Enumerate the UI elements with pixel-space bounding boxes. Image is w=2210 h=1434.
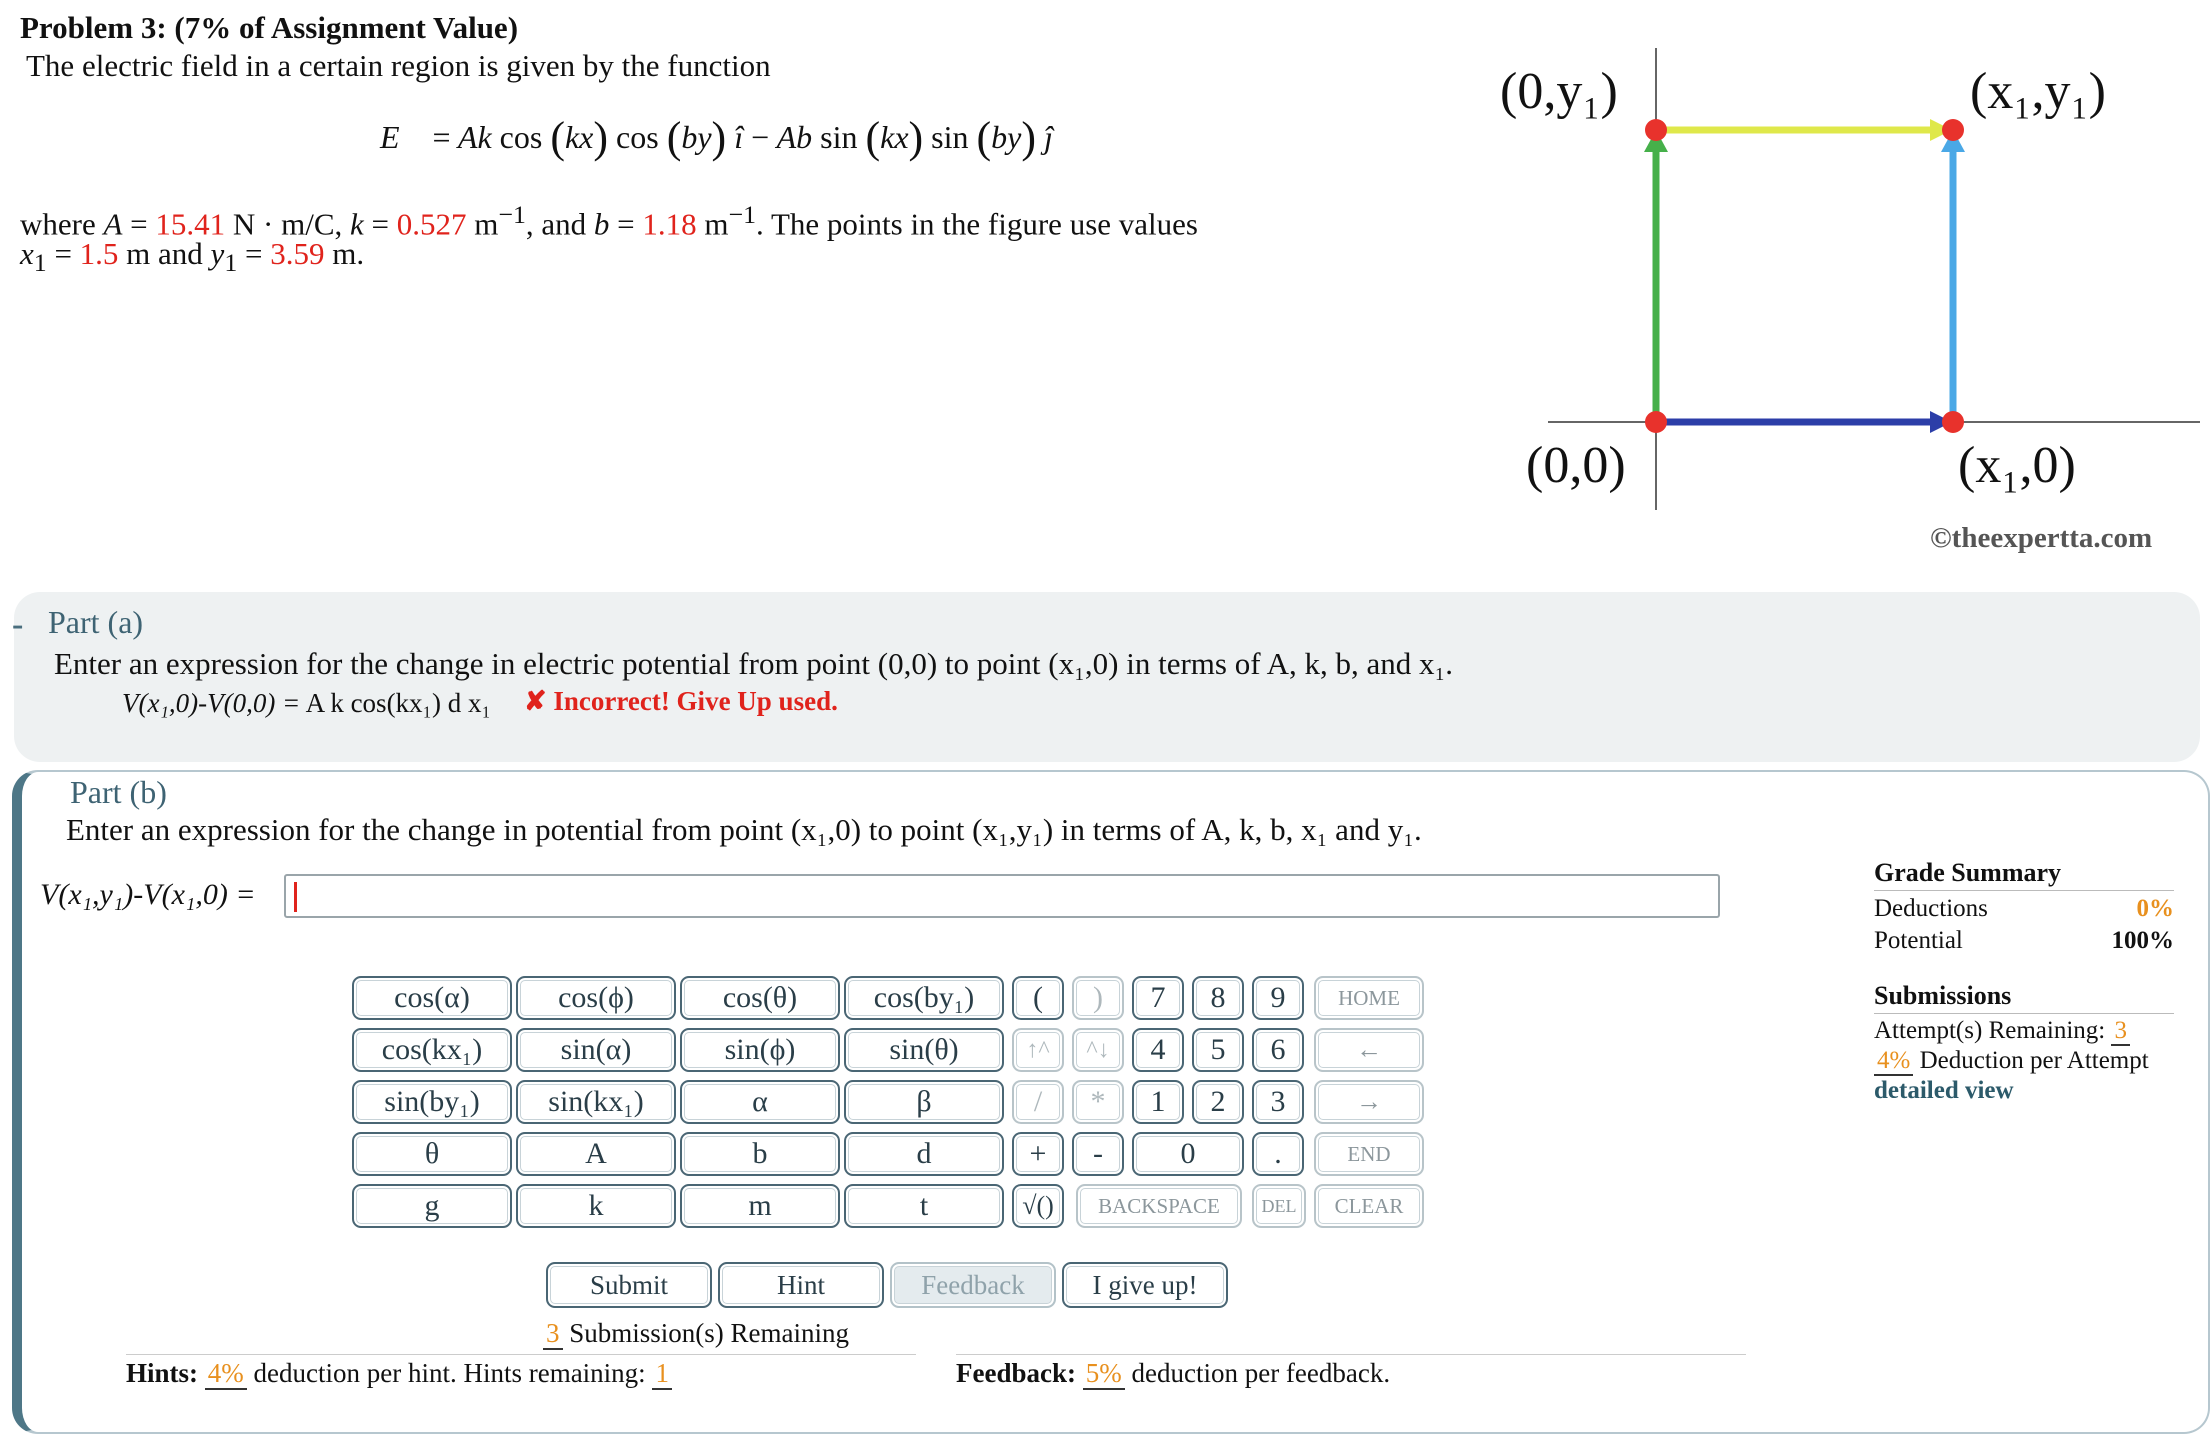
key-left-arrow[interactable]: ← <box>1314 1028 1424 1072</box>
point-x1-0 <box>1942 411 1964 433</box>
text-cursor <box>294 882 297 912</box>
key-m[interactable]: m <box>680 1184 840 1228</box>
collapse-part-a-toggle[interactable]: - <box>12 606 24 643</box>
part-a-title[interactable]: Part (a) <box>48 604 144 640</box>
attempt-deduction-text: Deduction per Attempt <box>1919 1047 2149 1074</box>
key-cos-phi[interactable]: cos(ϕ) <box>516 976 676 1020</box>
key-1[interactable]: 1 <box>1132 1080 1184 1124</box>
key-cos-theta[interactable]: cos(θ) <box>680 976 840 1020</box>
key-del[interactable]: DEL <box>1252 1184 1306 1228</box>
path-figure <box>1500 30 2210 560</box>
problem-title: Problem 3: (7% of Assignment Value) <box>20 10 519 45</box>
key-8[interactable]: 8 <box>1192 976 1244 1020</box>
key-minus[interactable]: - <box>1072 1132 1124 1176</box>
attempt-deduction <box>1874 1046 2174 1076</box>
value-b: 1.18 <box>642 206 697 242</box>
detailed-view-link[interactable]: detailed view <box>1874 1077 2014 1104</box>
grade-summary-title: Grade Summary <box>1874 858 2062 887</box>
part-a-answer-label: V(x₁,0)-V(0,0) = <box>122 688 301 718</box>
potential-row <box>1874 925 2174 957</box>
key-alpha[interactable]: α <box>680 1080 840 1124</box>
key-k[interactable]: k <box>516 1184 676 1228</box>
key-home[interactable]: HOME <box>1314 976 1424 1020</box>
feedback-button[interactable]: Feedback <box>890 1262 1056 1308</box>
potential-value: 100% <box>2111 927 2174 954</box>
key-sin-alpha[interactable]: sin(α) <box>516 1028 676 1072</box>
submit-button[interactable]: Submit <box>546 1262 712 1308</box>
hints-label: Hints: <box>126 1358 199 1388</box>
submissions-count: 3 <box>543 1318 563 1350</box>
submissions-remaining <box>543 1318 849 1349</box>
key-sin-phi[interactable]: sin(ϕ) <box>680 1028 840 1072</box>
key-beta[interactable]: β <box>844 1080 1004 1124</box>
value-k: 0.527 <box>396 206 467 242</box>
part-a-status-message: ✘ Incorrect! Give Up used. <box>524 686 838 716</box>
key-2[interactable]: 2 <box>1192 1080 1244 1124</box>
key-sqrt[interactable]: √() <box>1012 1184 1064 1228</box>
part-b-title[interactable]: Part (b) <box>70 774 167 810</box>
hints-remaining: 1 <box>652 1358 672 1390</box>
deductions-row <box>1874 893 2174 925</box>
key-3[interactable]: 3 <box>1252 1080 1304 1124</box>
value-A: 15.41 <box>155 206 226 242</box>
deductions-value: 0% <box>2136 895 2174 922</box>
potential-label: Potential <box>1874 927 1963 954</box>
key-right-arrow[interactable]: → <box>1314 1080 1424 1124</box>
feedback-info <box>956 1358 1390 1389</box>
key-multiply[interactable]: * <box>1072 1080 1124 1124</box>
hints-info <box>126 1358 672 1389</box>
key-end[interactable]: END <box>1314 1132 1424 1176</box>
key-t[interactable]: t <box>844 1184 1004 1228</box>
attempts-remaining <box>1874 1016 2174 1046</box>
key-sin-kx1[interactable]: sin(kx₁) <box>516 1080 676 1124</box>
key-4[interactable]: 4 <box>1132 1028 1184 1072</box>
key-theta[interactable]: θ <box>352 1132 512 1176</box>
key-0[interactable]: 0 <box>1132 1132 1244 1176</box>
figure-copyright: ©theexpertta.com <box>1930 522 2153 554</box>
divider <box>126 1354 916 1355</box>
label-x1-y1: (x₁,y₁) <box>1970 63 2106 120</box>
key-close-paren[interactable]: ) <box>1072 976 1124 1020</box>
feedback-text: deduction per feedback. <box>1131 1358 1391 1388</box>
attempts-label: Attempt(s) Remaining: <box>1874 1017 2106 1044</box>
key-open-paren[interactable]: ( <box>1012 976 1064 1020</box>
part-a-prompt: Enter an expression for the change in electric potential from point (0,0) to point (x₁,0) in terms of A, k, b, and x₁. <box>54 646 1454 681</box>
key-cos-kx1[interactable]: cos(kx₁) <box>352 1028 512 1072</box>
given-values-line-1: where A = 15.41 N · m/C, k = 0.527 $m^{-1}$, and b = 1.18 $m^{-1}$. The points in the figure use values <box>20 200 1198 242</box>
point-x1-y1 <box>1942 119 1964 141</box>
divider <box>956 1354 1746 1355</box>
value-y1: 3.59 <box>270 236 325 271</box>
key-decimal[interactable]: . <box>1252 1132 1304 1176</box>
hints-text: deduction per hint. Hints remaining: <box>253 1358 646 1388</box>
key-5[interactable]: 5 <box>1192 1028 1244 1072</box>
part-b-answer-input[interactable] <box>284 874 1720 918</box>
key-cos-alpha[interactable]: cos(α) <box>352 976 512 1020</box>
grade-summary <box>1874 858 2174 1106</box>
key-g[interactable]: g <box>352 1184 512 1228</box>
hints-deduction: 4% <box>205 1358 247 1390</box>
hint-button[interactable]: Hint <box>718 1262 884 1308</box>
attempt-deduction-pct: 4% <box>1874 1047 1913 1076</box>
value-x1: 1.5 <box>79 236 119 271</box>
point-origin <box>1645 411 1667 433</box>
feedback-deduction: 5% <box>1083 1358 1125 1390</box>
key-superscript-up[interactable]: ↑^ <box>1012 1028 1064 1072</box>
given-values-line-2: $x_1 = 1.5$ m and $y_1 = 3.59$ m. <box>20 236 365 278</box>
key-9[interactable]: 9 <box>1252 976 1304 1020</box>
key-sin-by1[interactable]: sin(by₁) <box>352 1080 512 1124</box>
part-b-answer-label: V(x₁,y₁)-V(x₁,0) = <box>40 878 256 911</box>
key-d[interactable]: d <box>844 1132 1004 1176</box>
key-b[interactable]: b <box>680 1132 840 1176</box>
divider <box>1874 1013 2174 1014</box>
key-sin-theta[interactable]: sin(θ) <box>844 1028 1004 1072</box>
part-a-submitted-answer <box>122 688 491 719</box>
key-divide[interactable]: / <box>1012 1080 1064 1124</box>
part-a-answer-value: A k cos(kx₁) d x₁ <box>305 688 491 718</box>
figure-note: The points in the figure use values <box>770 206 1198 242</box>
give-up-button[interactable]: I give up! <box>1062 1262 1228 1308</box>
submissions-text: Submission(s) Remaining <box>569 1318 850 1348</box>
label-origin: (0,0) <box>1526 437 1626 494</box>
key-plus[interactable]: + <box>1012 1132 1064 1176</box>
key-7[interactable]: 7 <box>1132 976 1184 1020</box>
label-0-y1: (0,y₁) <box>1500 63 1618 120</box>
attempts-value: 3 <box>2111 1017 2130 1046</box>
feedback-label: Feedback: <box>956 1358 1076 1388</box>
key-backspace[interactable]: BACKSPACE <box>1076 1184 1242 1228</box>
submissions-title: Submissions <box>1874 981 2012 1010</box>
point-0-y1 <box>1645 119 1667 141</box>
field-equation: E⃗ = Ak cos (kx) cos (by) î − Ab sin (kx) sin (by) ĵ <box>380 113 1053 162</box>
deductions-label: Deductions <box>1874 895 1988 922</box>
problem-intro: The electric field in a certain region is given by the function <box>26 48 771 83</box>
key-6[interactable]: 6 <box>1252 1028 1304 1072</box>
key-cos-by1[interactable]: cos(by₁) <box>844 976 1004 1020</box>
key-clear[interactable]: CLEAR <box>1314 1184 1424 1228</box>
key-A[interactable]: A <box>516 1132 676 1176</box>
part-b-prompt: Enter an expression for the change in potential from point (x₁,0) to point (x₁,y₁) in terms of A, k, b, x₁ and y₁. <box>66 812 1422 847</box>
key-superscript-down[interactable]: ^↓ <box>1072 1028 1124 1072</box>
label-x1-0: (x₁,0) <box>1958 437 2076 494</box>
divider <box>1874 890 2174 891</box>
